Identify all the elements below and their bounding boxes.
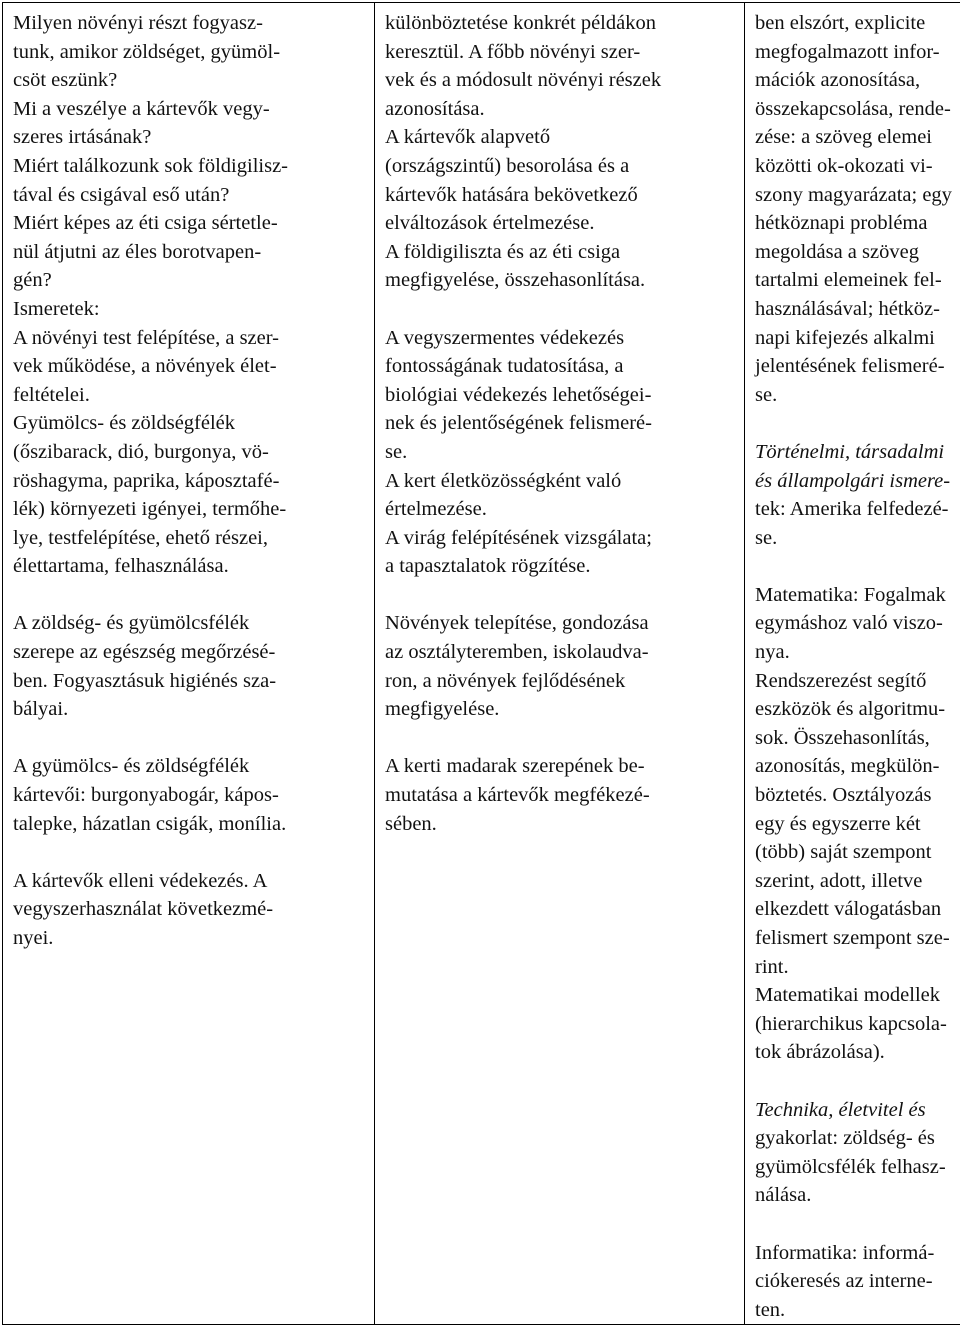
text-line: tunk, amikor zöldséget, gyümöl- <box>13 38 364 67</box>
text-line: fontosságának tudatosítása, a <box>385 352 734 381</box>
text-line: Növények telepítése, gondozása <box>385 609 734 638</box>
history-subject-label: Történelmi, társadalmi <box>755 438 960 467</box>
text-line: egy és egyszerre két <box>755 810 960 839</box>
text-line: zése: a szöveg elemei <box>755 123 960 152</box>
text-line: Matematika: Fogalmak <box>755 581 960 610</box>
text-line: talepke, házatlan csigák, monília. <box>13 810 364 839</box>
text-line: Rendszerezést segítő <box>755 667 960 696</box>
text-line: biológiai védekezés lehetőségei- <box>385 381 734 410</box>
text-line: Miért képes az éti csiga sértetle- <box>13 209 364 238</box>
text-line: A kerti madarak szerepének be- <box>385 752 734 781</box>
text-line: elkezdett válogatásban <box>755 895 960 924</box>
text-line: mációk azonosítása, <box>755 66 960 95</box>
knowledge-block <box>13 324 364 581</box>
text-line: tával és csigával eső után? <box>13 181 364 210</box>
text-line: A virág felépítésének vizsgálata; <box>385 524 734 553</box>
health-block <box>13 609 364 723</box>
text-line: se. <box>755 381 960 410</box>
text-line: azonosítása. <box>385 95 734 124</box>
text-line: hétköznapi probléma <box>755 209 960 238</box>
activities-block-1 <box>385 9 734 295</box>
text-line: megfigyelése, összehasonlítása. <box>385 266 734 295</box>
curriculum-table <box>2 2 960 1325</box>
text-line: nya. <box>755 638 960 667</box>
text-line: A földigiliszta és az éti csiga <box>385 238 734 267</box>
pests-block <box>13 752 364 838</box>
text-line: sében. <box>385 810 734 839</box>
activities-block-4 <box>385 752 734 838</box>
text-line: A kártevők elleni védekezés. A <box>13 867 364 896</box>
activities-block-2 <box>385 324 734 581</box>
text-line: A gyümölcs- és zöldségfélék <box>13 752 364 781</box>
text-line: nek és jelentőségének felismeré- <box>385 409 734 438</box>
text-line: Matematikai modellek <box>755 981 960 1010</box>
text-line: különböztetése konkrét példákon <box>385 9 734 38</box>
text-line: gén? <box>13 266 364 295</box>
text-line: röshagyma, paprika, káposztafé- <box>13 467 364 496</box>
text-line: lye, testfelépítése, ehető részei, <box>13 524 364 553</box>
text-line: szony magyarázata; egy <box>755 181 960 210</box>
reading-skills-block <box>755 9 960 409</box>
protection-block <box>13 867 364 953</box>
text-line: tek: Amerika felfedezé- <box>755 495 960 524</box>
table-row <box>3 3 960 1325</box>
text-line: ben elszórt, explicite <box>755 9 960 38</box>
text-line: használásával; hétköz- <box>755 295 960 324</box>
text-line: tok ábrázolása). <box>755 1038 960 1067</box>
text-line: (országszintű) besorolása és a <box>385 152 734 181</box>
text-line: megfigyelése. <box>385 695 734 724</box>
text-line: ben. Fogyasztásuk higiénés sza- <box>13 667 364 696</box>
text-line: keresztül. A főbb növényi szer- <box>385 38 734 67</box>
spacer <box>385 581 734 610</box>
text-line: megoldása a szöveg <box>755 238 960 267</box>
text-line: se. <box>385 438 734 467</box>
text-line: szeres irtásának? <box>13 123 364 152</box>
spacer <box>13 581 364 610</box>
questions-knowledge-cell <box>3 3 375 1325</box>
text-line: tartalmi elemeinek fel- <box>755 266 960 295</box>
text-line: A zöldség- és gyümölcsfélék <box>13 609 364 638</box>
text-line: vek és a módosult növényi részek <box>385 66 734 95</box>
text-line: csöt eszünk? <box>13 66 364 95</box>
text-line: (hierarchikus kapcsola- <box>755 1010 960 1039</box>
connections-cell <box>745 3 960 1325</box>
text-line: rint. <box>755 953 960 982</box>
informatics-block <box>755 1239 960 1325</box>
text-line: gyümölcsfélék felhasz- <box>755 1153 960 1182</box>
text-line: ciókeresés az interne- <box>755 1267 960 1296</box>
text-line: kártevői: burgonyabogár, kápos- <box>13 781 364 810</box>
text-line: eszközök és algoritmu- <box>755 695 960 724</box>
questions-block <box>13 9 364 295</box>
text-line: Mi a veszélye a kártevők vegy- <box>13 95 364 124</box>
text-line: kártevők hatására bekövetkező <box>385 181 734 210</box>
math-block <box>755 581 960 1067</box>
text-line: sok. Összehasonlítás, <box>755 724 960 753</box>
tech-block <box>755 1096 960 1210</box>
spacer <box>385 295 734 324</box>
text-line: Milyen növényi részt fogyasz- <box>13 9 364 38</box>
text-line: vek működése, a növények élet- <box>13 352 364 381</box>
text-line: A kártevők alapvető <box>385 123 734 152</box>
text-line: Miért találkozunk sok földigilisz- <box>13 152 364 181</box>
text-line: feltételei. <box>13 381 364 410</box>
activities-block-3 <box>385 609 734 723</box>
text-line: bályai. <box>13 695 364 724</box>
text-line: nálása. <box>755 1181 960 1210</box>
text-line: összekapcsolása, rende- <box>755 95 960 124</box>
spacer <box>13 724 364 753</box>
tech-subject-label: Technika, életvitel és <box>755 1096 960 1125</box>
spacer <box>755 1210 960 1239</box>
text-line: az osztályteremben, iskolaudva- <box>385 638 734 667</box>
text-line: lék) környezeti igényei, termőhe- <box>13 495 364 524</box>
text-line: Gyümölcs- és zöldségfélék <box>13 409 364 438</box>
spacer <box>755 409 960 438</box>
text-line: nyei. <box>13 924 364 953</box>
text-line: elváltozások értelmezése. <box>385 209 734 238</box>
text-line: nül átjutni az éles borotvapen- <box>13 238 364 267</box>
text-line: Informatika: informá- <box>755 1239 960 1268</box>
knowledge-heading: Ismeretek: <box>13 295 364 324</box>
text-line: A növényi test felépítése, a szer- <box>13 324 364 353</box>
text-line: szerepe az egészség megőrzésé- <box>13 638 364 667</box>
text-line: jelentésének felismeré- <box>755 352 960 381</box>
history-subject-label: és állampolgári ismere- <box>755 467 960 496</box>
text-line: egymáshoz való viszo- <box>755 609 960 638</box>
text-line: böztetés. Osztályozás <box>755 781 960 810</box>
text-line: A kert életközösségként való <box>385 467 734 496</box>
history-block <box>755 438 960 552</box>
text-line: a tapasztalatok rögzítése. <box>385 552 734 581</box>
activities-cell <box>375 3 745 1325</box>
text-line: értelmezése. <box>385 495 734 524</box>
text-line: közötti ok-okozati vi- <box>755 152 960 181</box>
spacer <box>13 838 364 867</box>
text-line: gyakorlat: zöldség- és <box>755 1124 960 1153</box>
text-line: (több) saját szempont <box>755 838 960 867</box>
text-line: azonosítás, megkülön- <box>755 752 960 781</box>
text-line: szerint, adott, illetve <box>755 867 960 896</box>
text-line: megfogalmazott infor- <box>755 38 960 67</box>
text-line: A vegyszermentes védekezés <box>385 324 734 353</box>
spacer <box>755 1067 960 1096</box>
text-line: felismert szempont sze- <box>755 924 960 953</box>
text-line: ron, a növények fejlődésének <box>385 667 734 696</box>
text-line: mutatása a kártevők megfékezé- <box>385 781 734 810</box>
text-line: se. <box>755 524 960 553</box>
text-line: (őszibarack, dió, burgonya, vö- <box>13 438 364 467</box>
spacer <box>385 724 734 753</box>
text-line: napi kifejezés alkalmi <box>755 324 960 353</box>
text-line: vegyszerhasználat következmé- <box>13 895 364 924</box>
text-line: ten. <box>755 1296 960 1325</box>
text-line: élettartama, felhasználása. <box>13 552 364 581</box>
spacer <box>755 552 960 581</box>
